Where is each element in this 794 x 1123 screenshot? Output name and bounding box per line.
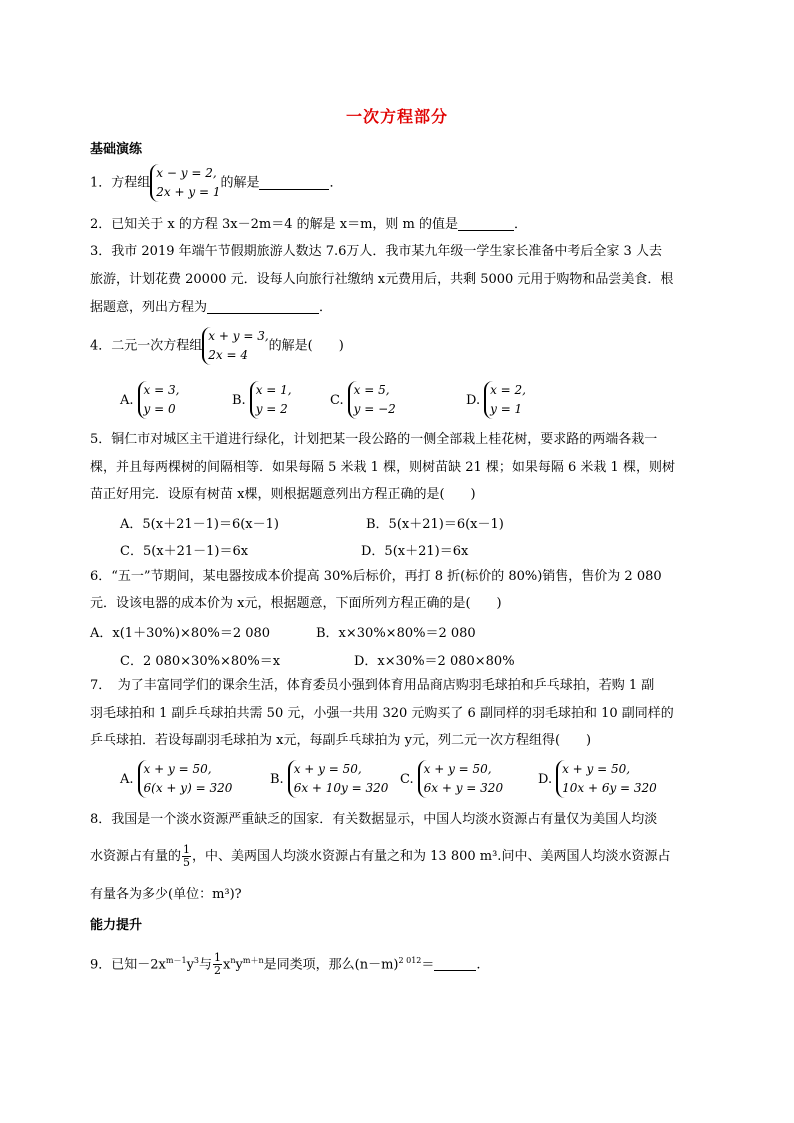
equation: x = 3,: [143, 383, 180, 397]
question-4-suffix: 的解是( ): [268, 338, 344, 354]
question-5-option-c[interactable]: C．5(x＋21－1)＝6x: [120, 544, 249, 559]
equation: x = 2,: [490, 383, 526, 397]
option-label: B.: [232, 392, 246, 408]
question-6-line-2: 元．设该电器的成本价为 x元，根据题意，下面所列方程正确的是( ): [90, 596, 502, 611]
answer-blank[interactable]: [434, 957, 476, 971]
question-4-option-d[interactable]: [466, 381, 526, 419]
question-5-line-1: 5．铜仁市对城区主干道进行绿化，计划把某一段公路的一侧全部栽上桂花树，要求路的两端各栽一: [90, 432, 658, 447]
option-system: [484, 381, 526, 419]
equation: 6x + y = 320: [423, 781, 504, 795]
question-8-line-2: [90, 842, 670, 872]
question-5-line-2: 棵，并且每两棵树的间隔相等．如果每隔 5 米栽 1 棵，则树苗缺 21 棵；如果每隔 6 米栽 1 棵，则树: [90, 460, 675, 475]
question-1: 1．方程组 x − y = 2, 2x + y = 1 的解是 ．: [90, 164, 343, 203]
question-4: [90, 327, 344, 366]
question-5-line-3: 苗正好用完．设原有树苗 x棵，则根据题意列出方程正确的是( ): [90, 487, 476, 502]
question-8-text: ，中、美两国人均淡水资源占有量之和为 13 800 m³.问中、美两国人均淡水资源占: [192, 849, 671, 864]
question-6-line-1: 6．“五一”节期间，某电器按成本价提高 30%后标价，再打 8 折(标价的 80%)销售，售价为 2 080: [90, 569, 662, 584]
option-label: D.: [538, 771, 553, 787]
option-system: [288, 760, 389, 798]
option-system: [556, 760, 657, 798]
question-7-line-1: 7． 为了丰富同学们的课余生活，体育委员小强到体育用品商店购羽毛球拍和乒乓球拍，若购 1 副: [90, 678, 655, 693]
question-9-text: 9．已知－2x: [90, 957, 166, 973]
question-7-option-b[interactable]: [270, 760, 388, 798]
exponent: m－1: [165, 956, 187, 965]
option-label: A.: [120, 771, 134, 787]
question-3-line-2: 旅游，计划花费 20000 元．设每人向旅行社缴纳 x元费用后，共剩 5000 元用于购物和品尝美食．根: [90, 272, 674, 287]
equation: x − y = 2,: [156, 166, 217, 180]
question-3-text: 据题意，列出方程为: [90, 300, 208, 315]
question-6-option-b[interactable]: B．x×30%×80%＝2 080: [316, 626, 476, 641]
question-7-option-a[interactable]: [120, 760, 232, 798]
answer-blank[interactable]: [207, 300, 319, 314]
option-system: [348, 381, 396, 419]
equation: 10x + 6y = 320: [562, 781, 657, 795]
question-2: 2．已知关于 x 的方程 3x－2m＝4 的解是 x＝m，则 m 的值是 ．: [90, 217, 528, 232]
section-heading-advanced: 能力提升: [90, 918, 143, 933]
question-9-text: y: [235, 957, 243, 973]
option-system: [418, 760, 503, 798]
option-label: C.: [400, 771, 414, 787]
equation: 2x + y = 1: [156, 185, 221, 199]
question-4-option-c[interactable]: [330, 381, 396, 419]
question-7-option-c[interactable]: [400, 760, 503, 798]
equation: x + y = 3,: [208, 329, 269, 343]
question-9-text: x: [223, 957, 231, 973]
question-5-option-d[interactable]: D．5(x＋21)＝6x: [361, 544, 469, 559]
question-6-option-d[interactable]: D．x×30%＝2 080×80%: [354, 654, 515, 669]
exponent: n: [230, 956, 236, 965]
question-9-text: ＝: [421, 957, 435, 973]
equation: x + y = 50,: [562, 762, 631, 776]
equation: y = 1: [490, 402, 523, 416]
equation: x + y = 50,: [423, 762, 492, 776]
question-5-option-a[interactable]: A．5(x＋21－1)＝6(x－1): [120, 517, 279, 532]
equation: x + y = 50,: [143, 762, 212, 776]
question-8-text: 水资源占有量的: [90, 849, 182, 864]
fraction-numerator: 1: [214, 951, 222, 965]
question-7-line-3: 乒乓球拍．若设每副羽毛球拍为 x元，每副乒乓球拍为 y元，列二元一次方程组得( ): [90, 733, 592, 748]
equation: 2x = 4: [208, 348, 249, 362]
option-label: A.: [120, 392, 134, 408]
question-6-option-a[interactable]: A．x(1＋30%)×80%＝2 080: [90, 626, 271, 641]
equation: x + y = 50,: [293, 762, 362, 776]
option-label: C.: [330, 392, 344, 408]
question-8-line-3: 有量各为多少(单位：m³)?: [90, 887, 242, 902]
fraction-numerator: 1: [183, 843, 191, 856]
question-1-system: [150, 164, 220, 202]
fraction-denominator: 2: [214, 964, 222, 978]
question-3-line-3: 据题意，列出方程为 ．: [90, 300, 333, 315]
option-system: [138, 760, 233, 798]
question-4-prefix: 4．二元一次方程组: [90, 338, 203, 354]
fraction-one-half: [213, 952, 222, 977]
answer-blank[interactable]: [458, 217, 514, 231]
exponent: m＋n: [242, 956, 264, 965]
answer-blank[interactable]: [259, 176, 329, 190]
fraction-one-fifth: [182, 844, 191, 869]
equation: y = −2: [353, 402, 396, 416]
question-8-line-1: 8．我国是一个淡水资源严重缺乏的国家．有关数据显示，中国人均淡水资源占有量仅为美国人均淡: [90, 812, 658, 827]
equation: x = 5,: [353, 383, 390, 397]
equation: x = 1,: [255, 383, 292, 397]
exponent: 3: [193, 956, 200, 965]
fraction-denominator: 5: [183, 856, 191, 869]
question-4-system: [202, 327, 268, 365]
question-9: 9．已知$-2x^{m-1}y^3$与 $\frac{1}{2}$ $x^ny^{m+n}$是同类项，那么$(n-m)^{2 012}=$ .: [90, 951, 481, 978]
equation: y = 0: [143, 402, 176, 416]
question-9-text: y: [186, 957, 194, 973]
page-title: 一次方程部分: [345, 107, 448, 126]
option-system: [138, 381, 180, 419]
question-6-option-c[interactable]: C．2 080×30%×80%＝x: [120, 654, 281, 669]
question-9-text: 与: [199, 957, 213, 973]
section-heading-basic: 基础演练: [90, 142, 143, 157]
question-4-option-b[interactable]: [232, 381, 292, 419]
question-1-prefix: 1．方程组: [90, 175, 151, 191]
question-5-option-b[interactable]: B．5(x＋21)＝6(x－1): [366, 517, 504, 532]
equation: 6x + 10y = 320: [293, 781, 389, 795]
option-system: [250, 381, 292, 419]
equation: 6(x + y) = 320: [143, 781, 233, 795]
question-3-line-1: 3．我市 2019 年端午节假期旅游人数达 7.6万人．我市某九年级一学生家长准备中考后全家 3 人去: [90, 244, 662, 259]
question-2-text: 2．已知关于 x 的方程 3x－2m＝4 的解是 x＝m，则 m 的值是: [90, 217, 458, 232]
option-label: D.: [466, 392, 481, 408]
question-9-text: 是同类项，那么(n－m): [263, 957, 399, 973]
question-7-option-d[interactable]: [538, 760, 657, 798]
question-1-suffix: 的解是: [220, 175, 260, 191]
equation: y = 2: [255, 402, 288, 416]
question-4-option-a[interactable]: [120, 381, 179, 419]
option-label: B.: [270, 771, 284, 787]
exponent: 2 012: [398, 956, 422, 965]
question-7-line-2: 羽毛球拍和 1 副乒乓球拍共需 50 元，小强一共用 320 元购买了 6 副同样的羽毛球拍和 10 副同样的: [90, 706, 674, 721]
